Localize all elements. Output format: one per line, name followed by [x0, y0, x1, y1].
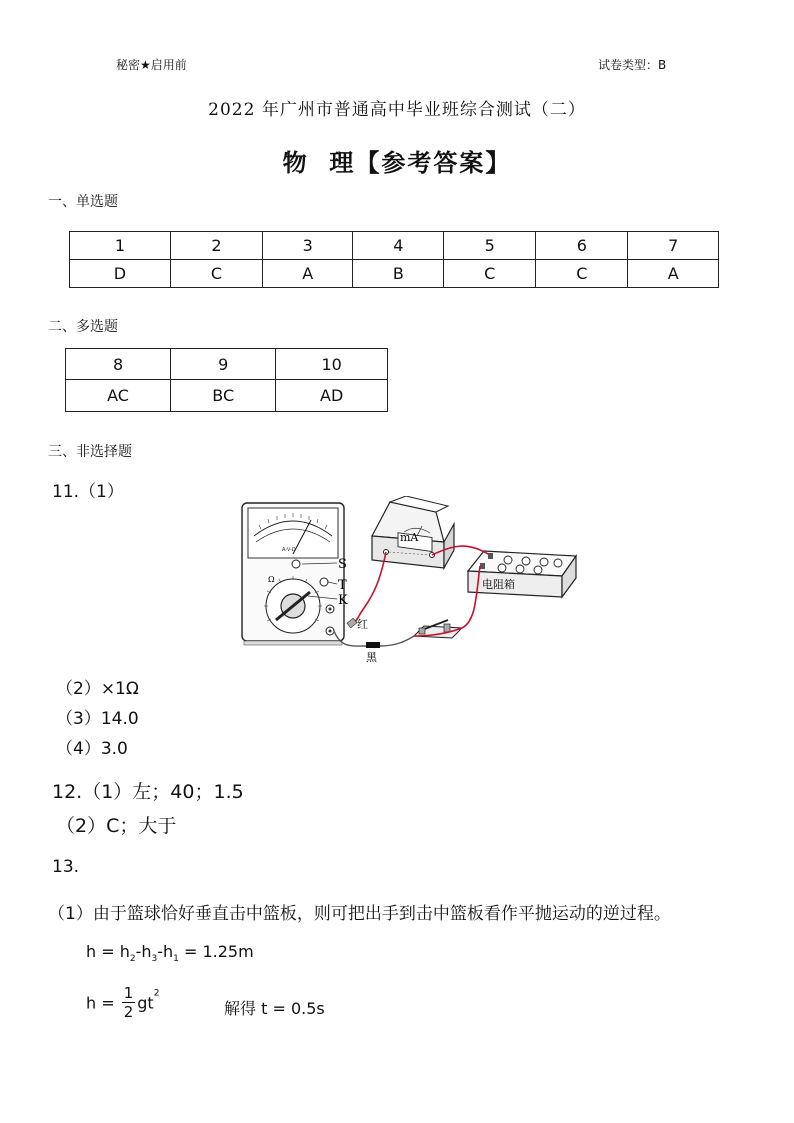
- multimeter: [242, 503, 344, 645]
- black-probe: [366, 642, 380, 648]
- q11-answer-4: （4）3.0: [56, 739, 128, 759]
- q13-label: 13.: [52, 857, 80, 877]
- table-row: [66, 349, 388, 380]
- eq-text: h =: [86, 993, 120, 1013]
- table-cell: C: [170, 260, 262, 288]
- q12-line-2: （2）C；大于: [56, 815, 177, 837]
- meter-scale-label: A-V-Ω: [282, 547, 296, 553]
- table-cell: A: [628, 260, 719, 288]
- table-cell: C: [444, 260, 536, 288]
- q11-label: 11.（1）: [52, 482, 124, 502]
- exam-title: 2022 年广州市普通高中毕业班综合测试（二）: [208, 100, 586, 120]
- table-cell: 5: [444, 232, 536, 260]
- ma-label: mA: [400, 531, 419, 544]
- table-cell: AC: [66, 380, 171, 412]
- multi-choice-heading: 二、多选题: [48, 319, 118, 335]
- q12-line-1: 12.（1）左；40；1.5: [52, 781, 244, 803]
- table-cell: 10: [276, 349, 388, 380]
- table-row: [70, 232, 719, 260]
- single-choice-table: [69, 231, 719, 288]
- secret-label: 秘密★启用前: [116, 58, 187, 72]
- single-choice-heading: 一、单选题: [48, 194, 118, 210]
- table-cell: 2: [170, 232, 262, 260]
- table-cell: BC: [171, 380, 276, 412]
- q13-part1: （1）由于篮球恰好垂直击中篮板，则可把出手到击中篮板看作平抛运动的逆过程。: [48, 904, 671, 924]
- table-cell: 1: [70, 232, 171, 260]
- equation-time: [86, 986, 159, 1020]
- table-cell: 3: [263, 232, 353, 260]
- eq-text: gt: [137, 993, 154, 1013]
- eq-text: = 1.25m: [178, 942, 254, 961]
- table-cell: D: [70, 260, 171, 288]
- knob-t-label: T: [338, 578, 347, 593]
- table-cell: C: [536, 260, 628, 288]
- eq-text: -h: [135, 942, 152, 961]
- q11-answer-3: （3）14.0: [56, 709, 139, 729]
- table-cell: A: [263, 260, 353, 288]
- table-cell: 9: [171, 349, 276, 380]
- eq-sup: 2: [153, 988, 160, 999]
- knob-k-label: K: [338, 593, 348, 608]
- solve-result: 解得 t = 0.5s: [224, 999, 325, 1018]
- eq-sub: 3: [151, 954, 158, 965]
- knob-s-label: S: [338, 557, 347, 572]
- table-cell: 7: [628, 232, 719, 260]
- circuit-figure: [236, 496, 588, 666]
- table-cell: AD: [276, 380, 388, 412]
- ohm-label: Ω: [268, 575, 275, 584]
- multi-choice-table: [65, 348, 388, 412]
- table-row: [70, 260, 719, 288]
- eq-text: -h: [157, 942, 174, 961]
- table-cell: 4: [353, 232, 444, 260]
- table-cell: 8: [66, 349, 171, 380]
- non-choice-heading: 三、非选择题: [48, 444, 132, 460]
- table-cell: 6: [536, 232, 628, 260]
- eq-sub: 1: [173, 954, 179, 965]
- resistor-box-label: 电阻箱: [482, 578, 515, 591]
- black-lead-label: 黑: [366, 651, 377, 664]
- eq-sub: 2: [129, 954, 136, 965]
- q11-answer-2: （2）×1Ω: [56, 679, 139, 699]
- fraction-numerator: 1: [123, 984, 134, 1002]
- subject-title: 物 理【参考答案】: [282, 149, 512, 177]
- table-cell: B: [353, 260, 444, 288]
- fraction-denominator: 2: [123, 1003, 134, 1021]
- eq-text: h = h: [86, 942, 130, 961]
- table-row: [66, 380, 388, 412]
- paper-type-label: 试卷类型：B: [598, 58, 667, 72]
- fraction: [122, 986, 136, 1020]
- red-probe: [347, 618, 357, 628]
- equation-height: [86, 942, 254, 964]
- resistor-box: [468, 551, 576, 597]
- red-lead-label: 红: [357, 618, 368, 631]
